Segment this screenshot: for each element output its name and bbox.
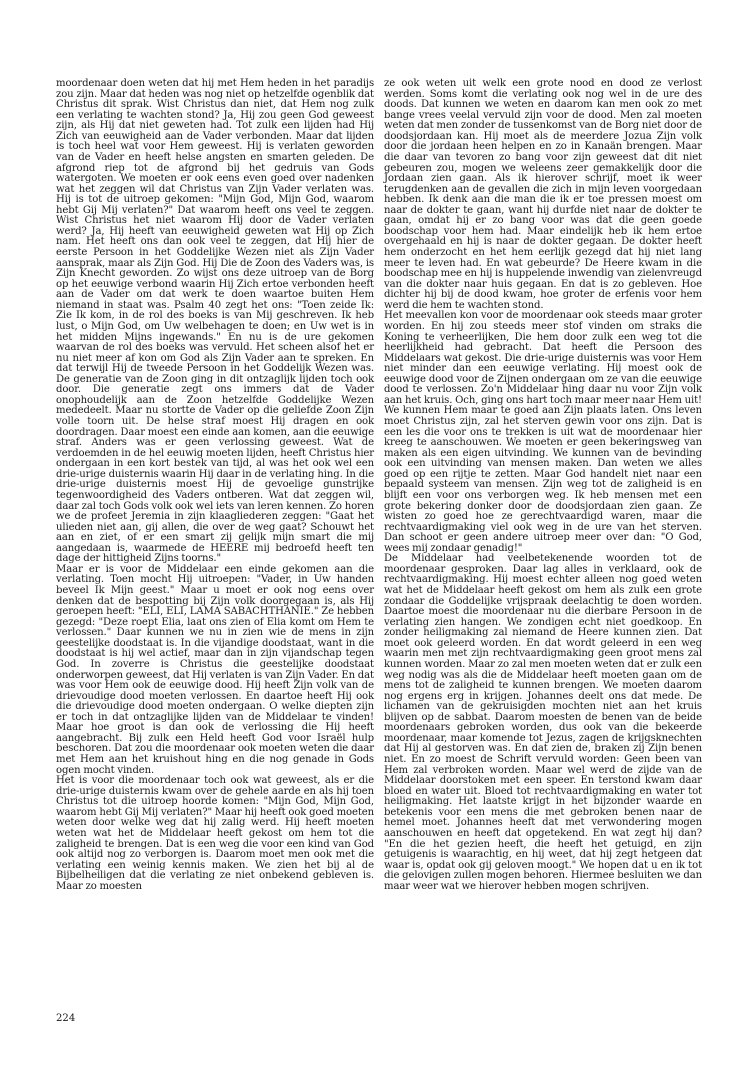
paragraph: moordenaar doen weten dat hij met Hem heden in het paradijs zou zijn. Maar dat heden was nog niet op hetzelfde ogenblik dat Christus dit sprak. Wist Christus dan niet, dat Hem nog zulk een verlating te wachten stond? Ja, Hij zou geen God geweest zijn, als Hij dat niet geweten had. Tot zulk een lijden had Hij Zich van eeuwigheid aan de Vader verbonden. Maar dat lijden is toch heel wat voor Hem geweest. Hij is verlaten geworden van de Vader en heeft helse angsten en smarten geleden. De afgrond riep tot de afgrond bij het gedruis van Gods watergoten. We moeten er ook eens even goed over nadenken wat het zeggen wil dat Christus van Zijn Vader verlaten was. Hij is tot de uitroep gekomen: "Mijn God, Mijn God, waarom hebt Gij Mij verlaten?" Dat waarom heeft ons veel te zeggen. Wist Christus het niet waarom Hij door de Vader verlaten werd? Ja, Hij heeft van eeuwigheid geweten wat Hij op Zich nam. Het heeft ons dan ook veel te zeggen, dat Hij hier de eerste Persoon in het Goddelijke Wezen niet als Zijn Vader aansprak, maar als Zijn God. Hij Die de Zoon des Vaders was, is Zijn Knecht geworden. Zo wijst ons deze uitroep van de Borg op het eeuwige verbond waarin Hij Zich ertoe verbonden heeft aan de Vader om dat werk te doen waartoe buiten Hem niemand in staat was. Psalm 40 zegt het ons: "Toen zeide Ik: Zie Ik kom, in de rol des boeks is van Mij geschreven. Ik heb lust, o Mijn God, om Uw welbehagen te doen; en Uw wet is in het midden Mijns ingewands." En nu is de ure gekomen waarvan de rol des boeks was vervuld. Het scheen alsof het er nu niet meer af kon om God als Zijn Vader aan te spreken. En dat terwijl Hij de tweede Persoon in het Goddelijk Wezen was. De generatie van de Zoon ging in dit ontzaglijk lijden toch ook door. Die generatie zegt ons immers dat de Vader onophoudelijk aan de Zoon hetzelfde Goddelijke Wezen mededeelt. Maar nu stortte de Vader op die geliefde Zoon Zijn volle toorn uit. De helse straf moest Hij dragen en ook doordragen. Daar moest een einde aan komen, aan die eeuwige straf. Anders was er geen verlossing geweest. Wat de verdoemden in de hel eeuwig moeten lijden, heeft Christus hier ondergaan in een kort bestek van tijd, al was het ook wel een drie-urige duisternis waarin Hij daar in de verlating hing. In die drie-urige duisternis moest Hij de gevoelige gunstrijke tegenwoordigheid des Vaders ontberen. Wat dat zeggen wil, daar zal toch Gods volk ook wel iets van leren kennen. Zo horen we de profeet Jeremia in zijn klaagliederen zeggen: "Gaat het ulieden niet aan, gij allen, die over de weg gaat? Schouwt het aan en ziet, of er een smart zij gelijk mijn smart die mij aangedaan is, waarmede de HEERE mij bedroefd heeft ten dage der hittigheid Zijns toorns." xyxy=(56,78,374,565)
page-number: 224 xyxy=(56,1013,76,1024)
paragraph: De Middelaar had veelbetekenende woorden tot de moordenaar gesproken. Daar lag alles in verklaard, ook de rechtvaardigmaking. Hij moest echter alleen nog goed weten wat het de Middelaar heeft gekost om hem als zulk een grote zondaar die Goddelijke vrijspraak deelachtig te doen worden. Daartoe moest die moordenaar nu die dierbare Persoon in de verlating zien hangen. We zondigen echt niet goedkoop. En zonder heiligmaking zal niemand de Heere kunnen zien. Dat moet ook geleerd worden. En dat wordt geleerd in een weg waarin men met zijn rechtvaardigmaking geen groot mens zal kunnen worden. Maar zo zal men moeten weten dat er zulk een weg nodig was als die de Middelaar heeft moeten gaan om de mens tot de zaligheid te kunnen brengen. We moeten daarom nog ergens erg in krijgen. Johannes deelt ons dat mede. De lichamen van de gekruisigden mochten niet aan het kruis blijven op de sabbat. Daarom moesten de benen van de beide moordenaars gebroken worden, dus ook van die bekeerde moordenaar, maar komende tot Jezus, zagen de krijgsknechten dat Hij al gestorven was. En dat zien de, braken zij Zijn benen niet. En zo moest de Schrift vervuld worden: Geen been van Hem zal verbroken worden. Maar wel werd de zijde van de Middelaar doorstoken met een speer. En terstond kwam daar bloed en water uit. Bloed tot rechtvaardigmaking en water tot heiligmaking. Het laatste krijgt in het bijzonder waarde en betekenis voor een mens die met gebroken benen naar de hemel moet. Johannes heeft dat met verwondering mogen aanschouwen en heeft dat opgetekend. En wat zegt hij dan? "En die het gezien heeft, die heeft het getuigd, en zijn getuigenis is waarachtig, en hij weet, dat hij zegt hetgeen dat waar is, opdat ook gij geloven moogt." We hopen dat u en ik tot die gelovigen zullen mogen behoren. Hiermee besluiten we dan maar weer wat we hierover hebben mogen schrijven. xyxy=(384,553,702,892)
paragraph: Het is voor die moordenaar toch ook wat geweest, als er die drie-urige duisternis kwam over de gehele aarde en als hij toen Christus tot die uitroep hoorde komen: "Mijn God, Mijn God, waarom hebt Gij Mij verlaten?" Maar hij heeft ook goed moeten weten door welke weg dat hij zalig werd. Hij heeft moeten weten wat het de Middelaar heeft gekost om hem tot die zaligheid te brengen. Dat is een weg die voor een kind van God ook altijd nog zo verborgen is. Daarom moet men ook met die verlating een weinig kennis maken. We zien het bij al de Bijbelheiligen dat die verlating ze niet onbekend gebleven is. Maar zo moesten xyxy=(56,775,374,892)
paragraph: ze ook weten uit welk een grote nood en dood ze verlost werden. Soms komt die verlating ook nog wel in de ure des doods. Dat kunnen we weten en daarom kan men ook zo met bange vrees veelal vervuld zijn voor de dood. Men zal moeten weten dat men zonder de tussenkomst van de Borg niet door de doodsjordaan kan. Hij moet als de meerdere Jozua Zijn volk door die jordaan heen helpen en zo in Kanaän brengen. Maar die daar van tevoren zo bang voor zijn geweest dat dit niet gebeuren zou, mogen we weleens zeer gemakkelijk door die Jordaan zien gaan. Als ik hierover schrijf, moet ik weer terugdenken aan de gevallen die zich in mijn leven voorgedaan hebben. Ik denk aan die man die ik er toe pressen moest om naar de dokter te gaan, want hij durfde niet naar de dokter te gaan, omdat hij er zo bang voor was dat die geen goede boodschap voor hem had. Maar eindelijk heb ik hem ertoe overgehaald en hij is naar de dokter gegaan. De dokter heeft hem onderzocht en het hem eerlijk gezegd dat hij niet lang meer te leven had. En wat gebeurde? De Heere kwam in die boodschap mee en hij is huppelende inwendig van zielenvreugd van die dokter naar huis gegaan. En dat is zo gebleven. Hoe dichter hij bij de dood kwam, hoe groter de erfenis voor hem werd die hem te wachten stond. xyxy=(384,78,702,311)
right-column xyxy=(384,79,702,892)
left-column xyxy=(56,79,374,892)
paragraph: Maar er is voor de Middelaar een einde gekomen aan die verlating. Toen mocht Hij uitroepen: "Vader, in Uw handen beveel Ik Mijn geest." Maar u moet er ook nog eens over denken dat de bespotting bij Zijn volk doorgegaan is, als Hij geroepen heeft: "ELI, ELI, LAMA SABACHTHANIE." Ze hebben gezegd: "Deze roept Elia, laat ons zien of Elia komt om Hem te verlossen." Daar kunnen we nu in zien wie de mens in zijn geestelijke doodstaat is. In die vijandige doodstaat, want in die doodstaat is hij wel actief, maar dan in zijn vijandschap tegen God. In zoverre is Christus die geestelijke doodstaat onderworpen geweest, dat Hij verlaten is van Zijn Vader. En dat was voor Hem ook de eeuwige dood. Hij heeft Zijn volk van de drievoudige dood moeten verlossen. En daartoe heeft Hij ook die drievoudige dood moeten ondergaan. O welke diepten zijn er toch in dat ontzaglijke lijden van de Middelaar te vinden! Maar hoe groot is dan ook de verlossing die Hij heeft aangebracht. Bij zulk een Held heeft God voor Israël hulp beschoren. Dat zou die moordenaar ook moeten weten die daar met Hem aan het kruishout hing en die nog genade in Gods ogen mocht vinden. xyxy=(56,563,374,776)
paragraph: Het meevallen kon voor de moordenaar ook steeds maar groter worden. En hij zou steeds meer stof vinden om straks die Koning te verheerlijken, Die hem door zulk een weg tot die heerlijkheid had gebracht. Dat heeft die Persoon des Middelaars wat gekost. Die drie-urige duisternis was voor Hem niet minder dan een eeuwige verlating. Hij moest ook de eeuwige dood voor de Zijnen ondergaan om ze van die eeuwige dood te verlossen. Zo'n Middelaar hing daar nu voor Zijn volk aan het kruis. Och, ging ons hart toch maar meer naar Hem uit! We kunnen Hem maar te goed aan Zijn plaats laten. Ons leven moet Christus zijn, zal het sterven gewin voor ons zijn. Dat is een les die voor ons te trekken is uit wat de moordenaar hier kreeg te aanschouwen. We moeten er geen bekeringsweg van maken als een eigen uitvinding. We kunnen van de bevinding ook een uitvinding van mensen maken. Dan weten we alles goed op een rijtje te zetten. Maar God handelt niet naar een bepaald systeem van mensen. Zijn weg tot de zaligheid is en blijft een voor ons verborgen weg. Ik heb mensen met een grote bekering donker door de doodsjordaan zien gaan. Ze wisten zo goed hoe ze gerechtvaardigd waren, maar die rechtvaardigmaking viel ook weg in de ure van het sterven. Dan schoot er geen andere uitroep meer over dan: "O God, wees mij zondaar genadig!" xyxy=(384,310,702,554)
